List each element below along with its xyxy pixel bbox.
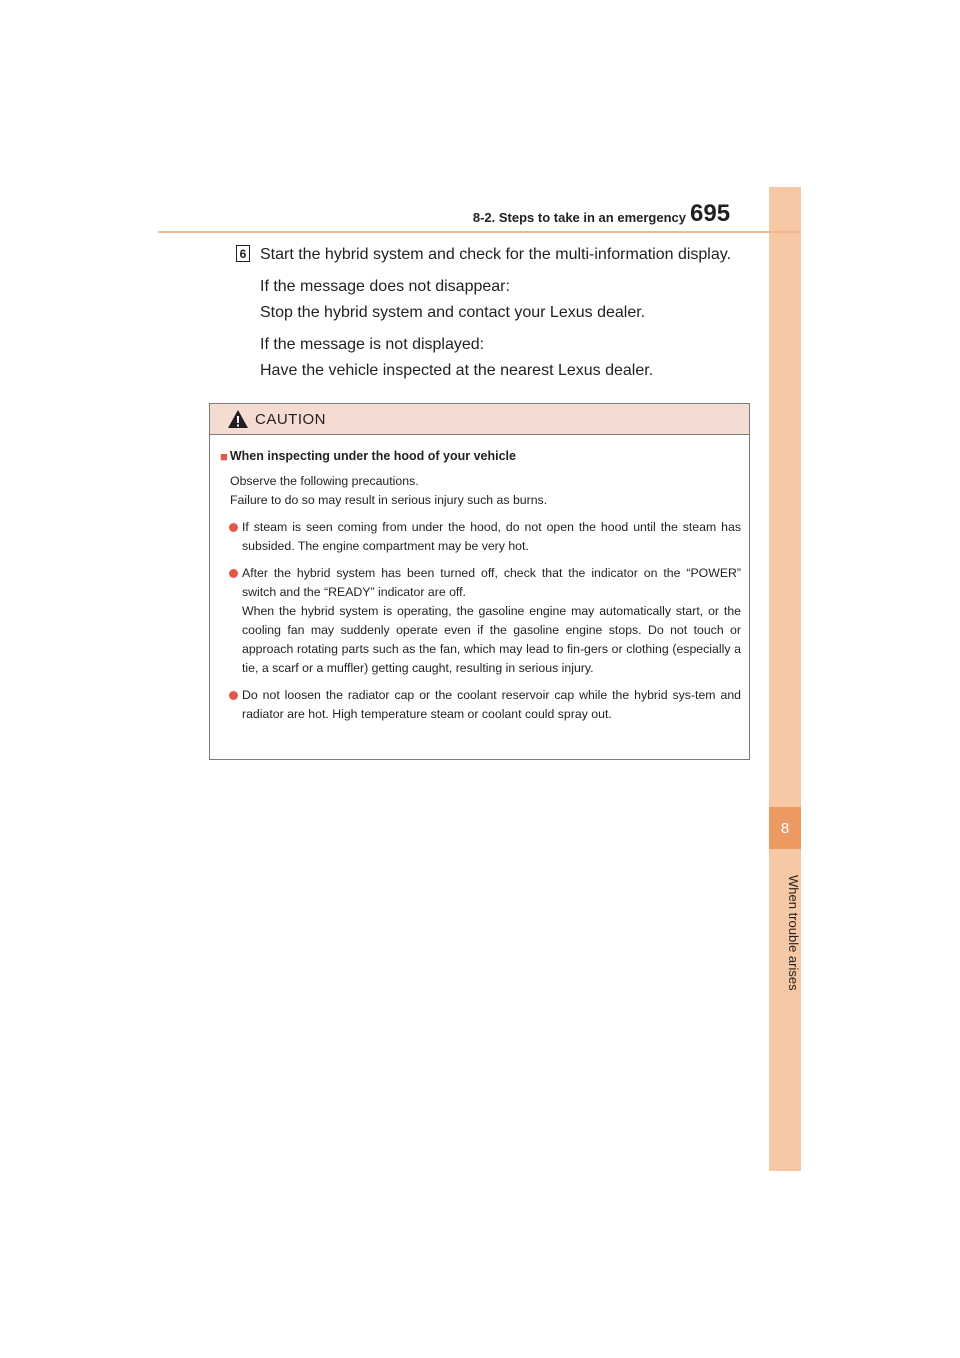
caution-header (210, 404, 749, 435)
step-line: If the message is not displayed: (260, 336, 485, 353)
caution-body (210, 435, 749, 724)
intro-line: Observe the following precautions. (230, 474, 419, 488)
bullet-dot-icon (229, 691, 238, 700)
step-text (260, 242, 760, 384)
section-title: 8-2. Steps to take in an emergency (472, 210, 686, 225)
caution-heading-text: When inspecting under the hood of your vehicle (229, 449, 516, 463)
intro-line: Failure to do so may result in serious injury such as burns. (230, 493, 548, 507)
caution-title: CAUTION (255, 410, 326, 428)
warning-triangle-icon (227, 409, 249, 429)
chapter-number-box (769, 807, 801, 849)
caution-bullet (220, 686, 741, 724)
caution-intro (230, 472, 741, 510)
square-bullet-icon: ■ (220, 449, 228, 464)
step-line: Stop the hybrid system and contact your Lexus dealer. (260, 304, 646, 321)
bullet-text: After the hybrid system has been turned off, check that the indicator on the “POWER” switch and the “READY” indicator are off. (242, 566, 741, 599)
bullet-text: When the hybrid system is operating, the gasoline engine may automatically start, or the cooling fan may suddenly operate even if the gasoline engine stops. Do not touch or approach rotating parts such as the fan, which may lead to fin-gers or clothing (especially a tie, a scarf or a muffler) getting caught, resulting in serious injury. (242, 604, 741, 675)
step-number: 6 (239, 246, 247, 261)
chapter-label: When trouble arises (786, 875, 801, 991)
page-number: 695 (690, 200, 731, 227)
side-chapter-tab (769, 187, 801, 1171)
bullet-dot-icon (229, 569, 238, 578)
caution-heading (220, 447, 741, 466)
step-line: Have the vehicle inspected at the nearest Lexus dealer. (260, 362, 654, 379)
step-line: Start the hybrid system and check for the multi-information display. (260, 246, 732, 263)
bullet-text: Do not loosen the radiator cap or the coolant reservoir cap while the hybrid sys-tem and radiator are hot. High temperature steam or coolant could spray out. (242, 688, 741, 721)
caution-bullet (220, 518, 741, 556)
caution-bullet (220, 564, 741, 678)
chapter-number: 8 (780, 819, 790, 837)
caution-box (209, 403, 750, 760)
bullet-text: If steam is seen coming from under the hood, do not open the hood until the steam has subsided. The engine compartment may be very hot. (242, 520, 741, 553)
bullet-dot-icon (229, 523, 238, 532)
header-rule (158, 231, 800, 233)
step-line: If the message does not disappear: (260, 278, 510, 295)
step-number-badge (236, 245, 250, 262)
